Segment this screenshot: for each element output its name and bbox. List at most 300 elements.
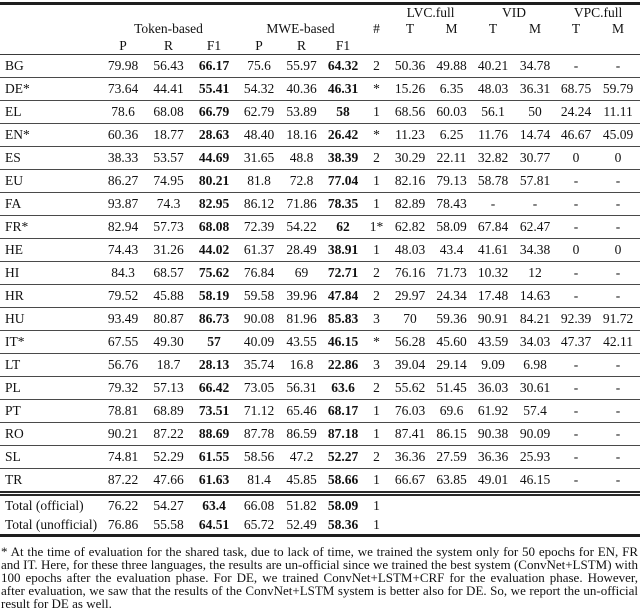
value-cell: 2	[364, 446, 389, 469]
value-cell: 86.12	[237, 193, 281, 216]
language-label: PT	[0, 400, 100, 423]
value-cell: 59.79	[596, 78, 640, 101]
value-cell: 74.43	[100, 239, 146, 262]
value-cell: 62.82	[389, 216, 431, 239]
value-cell: 1	[373, 472, 380, 488]
value-cell: -	[596, 216, 640, 239]
value-cell: 46.15	[519, 472, 551, 488]
value-cell: 72.8	[281, 170, 322, 193]
value-cell: 44.69	[191, 147, 237, 170]
language-label: ES	[0, 147, 100, 170]
value-cell: 57.81	[514, 170, 556, 193]
value-cell: 76.84	[237, 262, 281, 285]
value-cell: 58	[322, 101, 364, 124]
value-cell: 0	[556, 239, 596, 262]
value-cell: 69.6	[431, 400, 472, 423]
value-cell: -	[615, 472, 621, 488]
value-cell: 58.19	[191, 285, 237, 308]
value-cell: 6.35	[431, 78, 472, 101]
value-cell: 9.09	[472, 354, 514, 377]
value-cell: 65.72	[237, 515, 281, 536]
value-cell: 48.8	[281, 147, 322, 170]
value-cell: 73.64	[100, 78, 146, 101]
value-cell: 47.84	[322, 285, 364, 308]
value-cell: 61.92	[472, 400, 514, 423]
value-cell: 1	[364, 193, 389, 216]
table-row	[0, 124, 640, 147]
value-cell: 50	[514, 101, 556, 124]
value-cell: 67.84	[472, 216, 514, 239]
value-cell: 78.35	[322, 193, 364, 216]
value-cell: 2	[364, 55, 389, 78]
value-cell: 58.36	[322, 515, 364, 536]
value-cell: 6.25	[431, 124, 472, 147]
language-label: DE*	[0, 78, 100, 101]
value-cell: 61.37	[237, 239, 281, 262]
value-cell: 48.03	[472, 78, 514, 101]
value-cell: -	[556, 446, 596, 469]
language-label: LT	[0, 354, 100, 377]
value-cell: 16.8	[281, 354, 322, 377]
value-cell: 56.43	[146, 55, 191, 78]
value-cell: 36.36	[472, 446, 514, 469]
value-cell: -	[596, 285, 640, 308]
value-cell: -	[556, 400, 596, 423]
value-cell: -	[514, 193, 556, 216]
value-cell: -	[573, 472, 579, 488]
value-cell: 46.31	[322, 78, 364, 101]
value-cell: 71.73	[431, 262, 472, 285]
value-cell: 45.60	[431, 331, 472, 354]
value-cell: 1	[364, 515, 389, 536]
value-cell: 90.91	[472, 308, 514, 331]
value-cell: 28.63	[191, 124, 237, 147]
value-cell: -	[472, 193, 514, 216]
value-cell: 67.55	[100, 331, 146, 354]
value-cell: 93.49	[100, 308, 146, 331]
language-label: EN*	[0, 124, 100, 147]
value-cell: 73.05	[237, 377, 281, 400]
value-cell: 52.29	[146, 446, 191, 469]
value-cell: -	[556, 354, 596, 377]
header-recall: R	[146, 37, 191, 55]
value-cell: 87.41	[389, 423, 431, 446]
value-cell: 79.13	[431, 170, 472, 193]
value-cell: 66.17	[191, 55, 237, 78]
value-cell: 1	[364, 170, 389, 193]
value-cell: 50.36	[389, 55, 431, 78]
header-vid: VID	[502, 5, 527, 21]
value-cell: 54.22	[281, 216, 322, 239]
value-cell: -	[556, 193, 596, 216]
value-cell: 90.08	[237, 308, 281, 331]
value-cell: 61.55	[191, 446, 237, 469]
value-cell	[389, 494, 431, 516]
language-label: FR*	[0, 216, 100, 239]
value-cell: 62.47	[514, 216, 556, 239]
value-cell: -	[556, 377, 596, 400]
value-cell: 57.13	[146, 377, 191, 400]
table-row	[0, 331, 640, 354]
value-cell: 12	[514, 262, 556, 285]
value-cell: 10.32	[472, 262, 514, 285]
value-cell: 27.59	[431, 446, 472, 469]
value-cell	[472, 515, 514, 536]
value-cell: 30.29	[389, 147, 431, 170]
value-cell: 26.42	[322, 124, 364, 147]
value-cell	[431, 494, 472, 516]
value-cell: 46.67	[556, 124, 596, 147]
table-row	[0, 308, 640, 331]
value-cell: 78.43	[431, 193, 472, 216]
value-cell: *	[364, 78, 389, 101]
language-label: Total (unofficial)	[0, 515, 100, 536]
table-row	[0, 239, 640, 262]
value-cell: 90.21	[100, 423, 146, 446]
language-rows-body	[0, 55, 640, 494]
value-cell: 90.38	[472, 423, 514, 446]
language-label: RO	[0, 423, 100, 446]
value-cell: 24.24	[556, 101, 596, 124]
value-cell	[514, 515, 556, 536]
value-cell: 60.36	[100, 124, 146, 147]
value-cell: 68.08	[146, 101, 191, 124]
value-cell: 71.12	[237, 400, 281, 423]
value-cell	[556, 515, 596, 536]
value-cell: 1	[364, 400, 389, 423]
value-cell: 81.96	[281, 308, 322, 331]
value-cell: 56.31	[281, 377, 322, 400]
value-cell: 3	[364, 308, 389, 331]
value-cell: -	[556, 285, 596, 308]
value-cell: 55.97	[281, 55, 322, 78]
value-cell: 76.16	[389, 262, 431, 285]
header-f1: F1	[191, 37, 237, 55]
value-cell: 51.45	[431, 377, 472, 400]
value-cell: 76.03	[389, 400, 431, 423]
value-cell: 43.4	[431, 239, 472, 262]
header-t: T	[571, 21, 581, 37]
header-mwe-based: MWE-based	[266, 21, 335, 37]
value-cell: 1	[364, 423, 389, 446]
results-table	[0, 2, 640, 537]
value-cell	[389, 515, 431, 536]
value-cell: 56.76	[100, 354, 146, 377]
value-cell: 11.76	[472, 124, 514, 147]
table-row	[0, 262, 640, 285]
value-cell: 76.86	[100, 515, 146, 536]
value-cell: 82.95	[191, 193, 237, 216]
value-cell: 45.88	[146, 285, 191, 308]
value-cell: 85.83	[322, 308, 364, 331]
table-row	[0, 400, 640, 423]
value-cell: 43.55	[281, 331, 322, 354]
value-cell: 36.03	[472, 377, 514, 400]
value-cell: 54.32	[237, 78, 281, 101]
value-cell: 44.41	[146, 78, 191, 101]
value-cell: 39.96	[281, 285, 322, 308]
value-cell: 30.61	[514, 377, 556, 400]
value-cell: 74.81	[100, 446, 146, 469]
value-cell: 81.4	[247, 472, 271, 488]
value-cell: 40.21	[472, 55, 514, 78]
table-row	[0, 55, 640, 78]
value-cell: 14.74	[514, 124, 556, 147]
value-cell	[472, 494, 514, 516]
value-cell: 36.31	[514, 78, 556, 101]
value-cell: 66.79	[191, 101, 237, 124]
value-cell: 56.1	[472, 101, 514, 124]
table-row	[0, 285, 640, 308]
value-cell: 32.82	[472, 147, 514, 170]
value-cell: 2	[364, 377, 389, 400]
value-cell: 22.86	[322, 354, 364, 377]
value-cell: 45.09	[596, 124, 640, 147]
value-cell: 80.87	[146, 308, 191, 331]
language-label: SL	[0, 446, 100, 469]
value-cell: 29.14	[431, 354, 472, 377]
value-cell: 91.72	[596, 308, 640, 331]
value-cell: 87.18	[322, 423, 364, 446]
value-cell: -	[596, 354, 640, 377]
value-cell: 63.85	[436, 472, 467, 488]
value-cell: 68.56	[389, 101, 431, 124]
value-cell: -	[556, 170, 596, 193]
value-cell: 57.73	[146, 216, 191, 239]
header-precision: P	[237, 37, 281, 55]
value-cell: 15.26	[389, 78, 431, 101]
value-cell: 66.08	[237, 494, 281, 516]
value-cell: 75.6	[237, 55, 281, 78]
value-cell: 78.81	[100, 400, 146, 423]
value-cell: 36.36	[389, 446, 431, 469]
language-label: FA	[0, 193, 100, 216]
table-row	[0, 354, 640, 377]
value-cell: 84.21	[514, 308, 556, 331]
value-cell: 47.66	[153, 472, 184, 488]
value-cell: 47.2	[281, 446, 322, 469]
value-cell: 25.93	[514, 446, 556, 469]
language-label: EL	[0, 101, 100, 124]
table-row	[0, 446, 640, 469]
value-cell: 18.77	[146, 124, 191, 147]
language-label: PL	[0, 377, 100, 400]
value-cell	[514, 494, 556, 516]
language-label: BG	[0, 55, 100, 78]
value-cell: 87.78	[237, 423, 281, 446]
value-cell: 68.89	[146, 400, 191, 423]
value-cell: 63.4	[191, 494, 237, 516]
value-cell: 48.40	[237, 124, 281, 147]
value-cell: 72.71	[322, 262, 364, 285]
language-label: HU	[0, 308, 100, 331]
table-row	[0, 147, 640, 170]
value-cell	[431, 515, 472, 536]
value-cell: 2	[364, 147, 389, 170]
value-cell: 73.51	[191, 400, 237, 423]
table-row	[0, 423, 640, 446]
value-cell: 1	[364, 101, 389, 124]
table-row	[0, 216, 640, 239]
language-label: TR	[5, 472, 23, 488]
value-cell: 82.94	[100, 216, 146, 239]
value-cell: -	[596, 377, 640, 400]
value-cell: 69	[281, 262, 322, 285]
value-cell: 86.27	[100, 170, 146, 193]
value-cell: 68.17	[322, 400, 364, 423]
value-cell: 72.39	[237, 216, 281, 239]
value-cell: 38.33	[100, 147, 146, 170]
value-cell: 75.62	[191, 262, 237, 285]
value-cell: 66.42	[191, 377, 237, 400]
value-cell: 56.28	[389, 331, 431, 354]
value-cell: 86.15	[431, 423, 472, 446]
header-t: T	[405, 21, 415, 37]
totals-body	[0, 494, 640, 536]
table-row	[0, 377, 640, 400]
value-cell: 0	[556, 147, 596, 170]
value-cell: 41.61	[472, 239, 514, 262]
value-cell: 80.21	[191, 170, 237, 193]
value-cell: 3	[364, 354, 389, 377]
value-cell: 78.6	[100, 101, 146, 124]
value-cell: 28.49	[281, 239, 322, 262]
value-cell: 59.36	[431, 308, 472, 331]
header-vpc-full: VPC.full	[573, 5, 623, 21]
header-f1: F1	[322, 37, 364, 55]
value-cell: 46.15	[322, 331, 364, 354]
value-cell: 62.79	[237, 101, 281, 124]
header-recall: R	[281, 37, 322, 55]
value-cell: 64.51	[191, 515, 237, 536]
header-precision: P	[100, 37, 146, 55]
value-cell: 58.78	[472, 170, 514, 193]
value-cell: 39.04	[389, 354, 431, 377]
value-cell: 35.74	[237, 354, 281, 377]
value-cell: 74.3	[146, 193, 191, 216]
header-group-row	[0, 4, 640, 22]
value-cell: 53.57	[146, 147, 191, 170]
value-cell: 74.95	[146, 170, 191, 193]
value-cell: 28.13	[191, 354, 237, 377]
value-cell: 11.23	[389, 124, 431, 147]
value-cell: 22.11	[431, 147, 472, 170]
value-cell: 82.89	[389, 193, 431, 216]
value-cell: 63.6	[322, 377, 364, 400]
value-cell: 38.39	[322, 147, 364, 170]
value-cell: 62	[322, 216, 364, 239]
value-cell: 49.01	[477, 472, 509, 488]
table-row	[0, 78, 640, 101]
value-cell: -	[556, 55, 596, 78]
value-cell: *	[364, 124, 389, 147]
value-cell: 61.63	[198, 472, 230, 488]
value-cell: 38.91	[322, 239, 364, 262]
value-cell: 86.73	[191, 308, 237, 331]
value-cell: 30.77	[514, 147, 556, 170]
header-m: M	[529, 21, 542, 37]
value-cell: 55.58	[146, 515, 191, 536]
value-cell: 2	[364, 262, 389, 285]
value-cell: 60.03	[431, 101, 472, 124]
value-cell: 55.41	[191, 78, 237, 101]
value-cell: 87.22	[107, 472, 139, 488]
value-cell: 68.08	[191, 216, 237, 239]
value-cell: -	[596, 55, 640, 78]
value-cell: 84.3	[100, 262, 146, 285]
value-cell: 34.78	[514, 55, 556, 78]
value-cell: 47.37	[556, 331, 596, 354]
header-token-based: Token-based	[134, 21, 203, 37]
value-cell: 57.4	[514, 400, 556, 423]
value-cell: 92.39	[556, 308, 596, 331]
header-t: T	[488, 21, 498, 37]
value-cell: 40.09	[237, 331, 281, 354]
value-cell	[596, 494, 640, 516]
value-cell: 31.65	[237, 147, 281, 170]
value-cell: 42.11	[596, 331, 640, 354]
header-count: #	[373, 21, 380, 37]
value-cell: 49.88	[431, 55, 472, 78]
value-cell: 76.22	[100, 494, 146, 516]
language-label: Total (official)	[0, 494, 100, 516]
value-cell: 79.98	[100, 55, 146, 78]
value-cell: 58.66	[327, 472, 359, 488]
value-cell: 70	[389, 308, 431, 331]
value-cell: 90.09	[514, 423, 556, 446]
value-cell: 43.59	[472, 331, 514, 354]
language-label: IT*	[0, 331, 100, 354]
value-cell: 18.7	[146, 354, 191, 377]
value-cell: 71.86	[281, 193, 322, 216]
value-cell: 81.8	[237, 170, 281, 193]
value-cell: -	[556, 423, 596, 446]
table-row	[0, 170, 640, 193]
total-row	[0, 515, 640, 536]
value-cell: 24.34	[431, 285, 472, 308]
language-label: HI	[0, 262, 100, 285]
value-cell: 0	[596, 239, 640, 262]
table-header	[0, 4, 640, 55]
value-cell: -	[556, 262, 596, 285]
value-cell: 6.98	[514, 354, 556, 377]
value-cell: 64.32	[322, 55, 364, 78]
language-label: HR	[0, 285, 100, 308]
value-cell: 49.30	[146, 331, 191, 354]
value-cell: 14.63	[514, 285, 556, 308]
value-cell: *	[364, 331, 389, 354]
value-cell: 82.16	[389, 170, 431, 193]
value-cell: 57	[191, 331, 237, 354]
value-cell: 86.59	[281, 423, 322, 446]
value-cell: 0	[596, 147, 640, 170]
value-cell: 18.16	[281, 124, 322, 147]
header-category-row	[0, 21, 640, 37]
value-cell: -	[596, 423, 640, 446]
value-cell: 65.46	[281, 400, 322, 423]
value-cell: 1*	[364, 216, 389, 239]
value-cell: 2	[364, 285, 389, 308]
value-cell: 66.67	[394, 472, 426, 488]
value-cell: -	[596, 400, 640, 423]
value-cell: 52.27	[322, 446, 364, 469]
table-row	[0, 101, 640, 124]
header-m: M	[445, 21, 458, 37]
value-cell: 29.97	[389, 285, 431, 308]
table-row	[0, 193, 640, 216]
value-cell: 77.04	[322, 170, 364, 193]
value-cell: 68.75	[556, 78, 596, 101]
